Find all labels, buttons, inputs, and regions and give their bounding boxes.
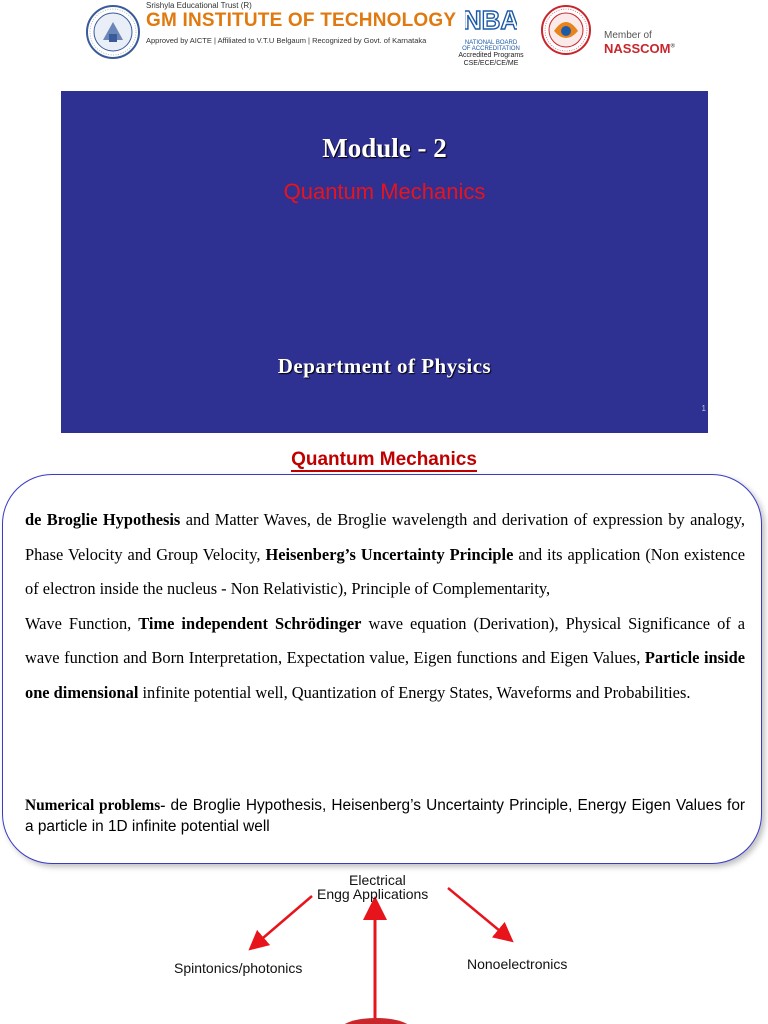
node-electrical: Electrical <box>349 872 406 888</box>
nba-logo-text: NBA <box>465 5 517 35</box>
department-name: Department of Physics <box>277 354 492 378</box>
syllabus-p1-text-2: and its application (Non existence of electron inside the nucleus - Non Relativistic), Principle of Complementarity, <box>25 544 745 598</box>
numerical-problems-text: de Broglie Hypothesis, Heisenberg’s Uncertainty Principle, Energy Eigen Values for a particle in 1D infinite potential well <box>25 797 745 835</box>
institute-seal-icon <box>85 4 141 60</box>
arrow-to-spintronics <box>256 896 312 944</box>
applications-diagram <box>0 864 768 1024</box>
node-nanoelectronics: Nonoelectronics <box>467 956 568 972</box>
nba-programs: CSE/ECE/CE/ME <box>463 60 519 67</box>
syllabus-box <box>2 474 762 864</box>
nba-board-line2: OF ACCREDITATION <box>462 46 520 52</box>
topic-particle-in-well: Particle inside one dimensional <box>25 648 745 702</box>
syllabus-text <box>25 503 745 710</box>
aicte-seal-icon <box>540 3 592 61</box>
section-heading <box>0 449 768 471</box>
nasscom-registered-mark: ® <box>670 43 675 50</box>
institute-header <box>0 0 768 78</box>
title-slide <box>61 91 708 433</box>
nba-board-line1: NATIONAL BOARD <box>464 40 518 46</box>
syllabus-paragraph-1 <box>25 503 745 607</box>
node-spintronics: Spintonics/photonics <box>174 960 303 976</box>
nba-logo <box>456 5 526 65</box>
topic-schrodinger: Time independent Schrödinger <box>138 613 362 633</box>
numerical-problems <box>25 795 745 837</box>
topic-de-broglie: de Broglie Hypothesis <box>25 510 181 529</box>
syllabus-p1-text-1: and Matter Waves, de Broglie wavelength and derivation of expression by analogy, Phase Velocity and Group Velocity, <box>25 510 745 564</box>
arrow-to-nanoelectronics <box>448 888 506 936</box>
bottom-node-shape <box>340 1018 412 1024</box>
module-title: Module - 2 <box>322 133 447 163</box>
nasscom-member-label: Member of <box>604 30 652 41</box>
topic-heisenberg: Heisenberg’s Uncertainty Principle <box>265 544 514 564</box>
syllabus-paragraph-2 <box>25 607 745 711</box>
syllabus-p2-text-1: Wave Function, <box>25 613 139 633</box>
numerical-problems-label: Numerical problems- <box>25 797 166 814</box>
module-subtitle: Quantum Mechanics <box>283 179 486 204</box>
slide-number: 1 <box>701 404 706 413</box>
nasscom-logo <box>604 30 675 56</box>
institute-name: GM INSTITUTE OF TECHNOLOGY <box>146 10 457 31</box>
node-engg-applications: Engg Applications <box>317 886 429 902</box>
section-heading-text: Quantum Mechanics <box>291 449 477 470</box>
syllabus-p2-text-3: infinite potential well, Quantization of Energy States, Waveforms and Probabilities. <box>138 682 691 702</box>
nba-emblem-icon <box>465 5 517 35</box>
syllabus-p2-text-2: wave equation (Derivation), Physical Significance of a wave function and Born Interpretation, Expectation value, Eigen functions and Eigen Values, <box>25 613 746 667</box>
trust-name: Srishyla Educational Trust (R) <box>146 1 252 10</box>
nasscom-brand-text: NASSCOM <box>604 41 671 56</box>
institute-approvals: Approved by AICTE | Affiliated to V.T.U Belgaum | Recognized by Govt. of Karnataka <box>146 36 427 45</box>
nasscom-brand <box>604 41 675 56</box>
nba-accredited: Accredited Programs <box>458 52 524 59</box>
